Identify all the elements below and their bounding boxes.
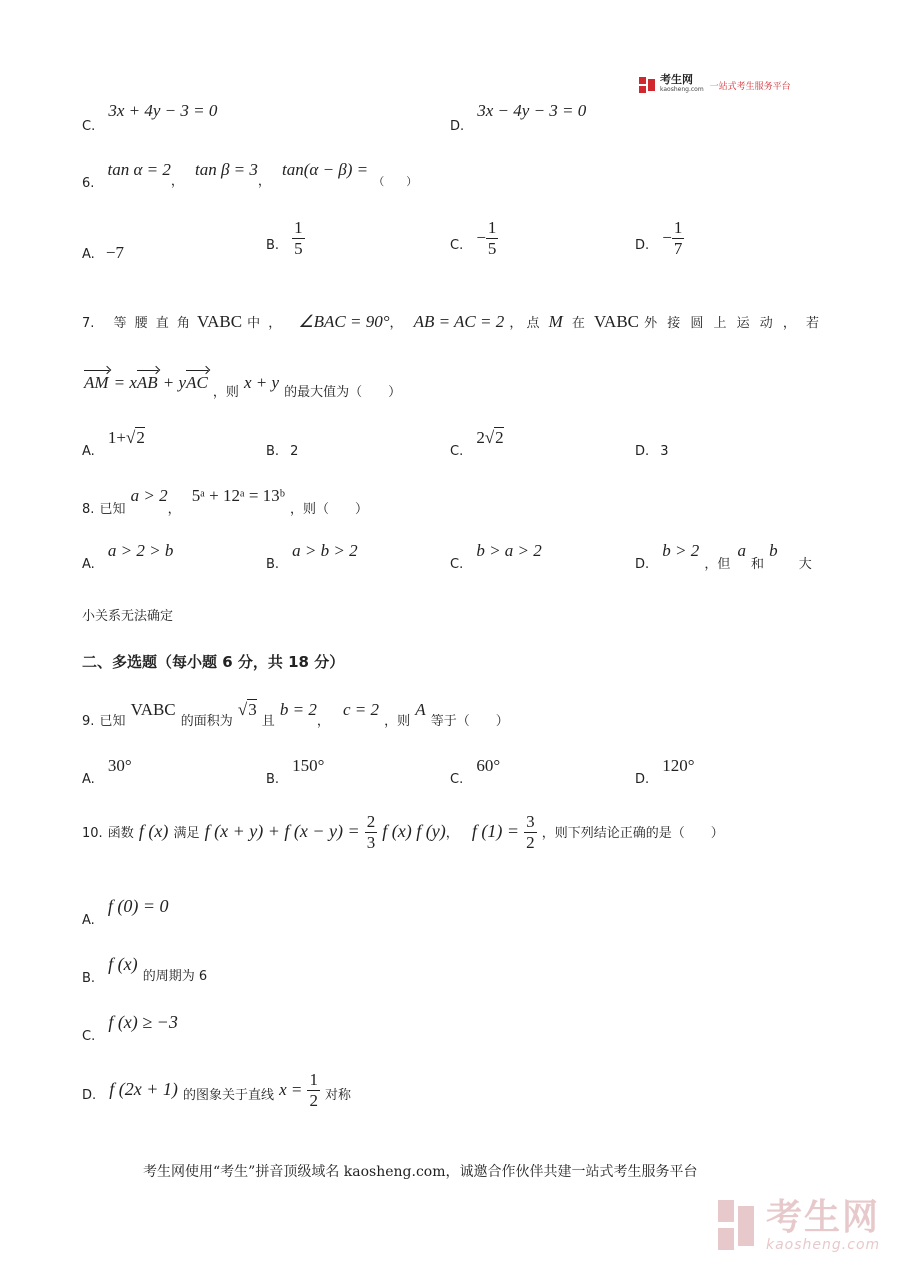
watermark-url: kaosheng.com (766, 1237, 881, 1253)
header-brand: 考生网 (660, 73, 693, 86)
header-logo (638, 74, 791, 96)
q10-option-c: $_{C.}$ f (x) ≥ −3 (82, 1012, 178, 1044)
header-slogan: 一站式考生服务平台 (709, 81, 791, 92)
q8-option-d-continued: 小关系无法确定 (82, 609, 174, 624)
q7-option-c: $_{C.}$ 2√2 (450, 428, 504, 459)
question-7-line2: AM = xAB + yAC $_{,则}$ x + y $_{的最大值为( )}$ (84, 373, 402, 400)
q6-option-a: A. −7 (82, 243, 124, 262)
watermark (716, 1198, 880, 1254)
q10-option-d: $_{D.}$ f (2x + 1) $_{的图象关于直线}$ x = $\frac{1}{2}$ $_{对称}$ (82, 1070, 352, 1110)
q9-option-b: $_{B.}$ 150° (266, 756, 325, 787)
q8-option-d: $_{D.}$ b > 2 $_{,但}$ a $_和$ b $_大$ (635, 541, 812, 572)
q9-option-a: $_{A.}$ 30° (82, 756, 132, 787)
q6-option-d: $_{D.}$ − $\frac{1}{7}$ (635, 218, 683, 258)
q5-option-c: $_{C.}$ 3x + 4y − 3 = 0 (82, 101, 218, 134)
q6-option-b: $_{B.}$ $\frac{1}{5}$ (266, 218, 303, 258)
q10-option-a: $_{A.}$ f (0) = 0 (82, 896, 169, 928)
section-title-multiple-choice: 二、多选题（每小题 6 分，共 18 分） (82, 653, 345, 671)
q7-option-b: B. 2 (266, 444, 299, 459)
question-8: $_{8.}$ $_{已知}$ $a > 2_,$ 5ᵃ + 12ᵃ = 13ᵇ $_{,则( )}$ (82, 486, 369, 517)
kaosheng-watermark-icon (716, 1198, 758, 1254)
header-brand-url: kaosheng.com (660, 86, 704, 93)
q6-option-c: $_{C.}$ − $\frac{1}{5}$ (450, 218, 497, 258)
q8-option-a: $_{A.}$ a > 2 > b (82, 541, 174, 572)
q8-option-b: $_{B.}$ a > b > 2 (266, 541, 358, 572)
q5-option-d: $_{D.}$ 3x − 4y − 3 = 0 (450, 101, 587, 134)
kaosheng-logo-icon (638, 76, 656, 94)
watermark-brand: 考生网 (766, 1197, 881, 1238)
q9-option-c: $_{C.}$ 60° (450, 756, 501, 787)
question-7-line1: 7. 等 腰 直 角 VABC 中 ， ∠BAC = 90°， AB = AC = 2 ， 点 M 在 VABC 外 接 圆 上 运 动 ， 若 (82, 312, 823, 331)
q8-option-c: $_{C.}$ b > a > 2 (450, 541, 542, 572)
q9-option-d: $_{D.}$ 120° (635, 756, 695, 787)
q10-option-b: $_{B.}$ f (x) $_{的周期为 6}$ (82, 954, 208, 986)
page-footer: 考生网使用“考生”拼音顶级域名 kaosheng.com，诚邀合作伙伴共建一站式考生服务平台 (143, 1164, 698, 1180)
question-10: 10. 函数 f (x) 满足 f (x + y) + f (x − y) = $\frac{2}{3}$ f (x) f (y)， f (1) = $\frac{3}{2}$ ，则下列结论正确的是（ ） (82, 812, 724, 852)
q7-option-a: $_{A.}$ 1+√2 (82, 428, 145, 459)
question-9: $_{9.}$ $_{已知}$ VABC $_{的面积为}$ √3 $_且$ $b = 2_,$ c = 2 $_{,则}$ A $_{等于( )}$ (82, 700, 509, 729)
question-6: $_{6.}$ $\tan \alpha = 2_,$ $\tan \beta = 3_,$ tan(α − β) = $_{( )}$ (82, 160, 418, 191)
q7-option-d: D. 3 (635, 444, 669, 459)
